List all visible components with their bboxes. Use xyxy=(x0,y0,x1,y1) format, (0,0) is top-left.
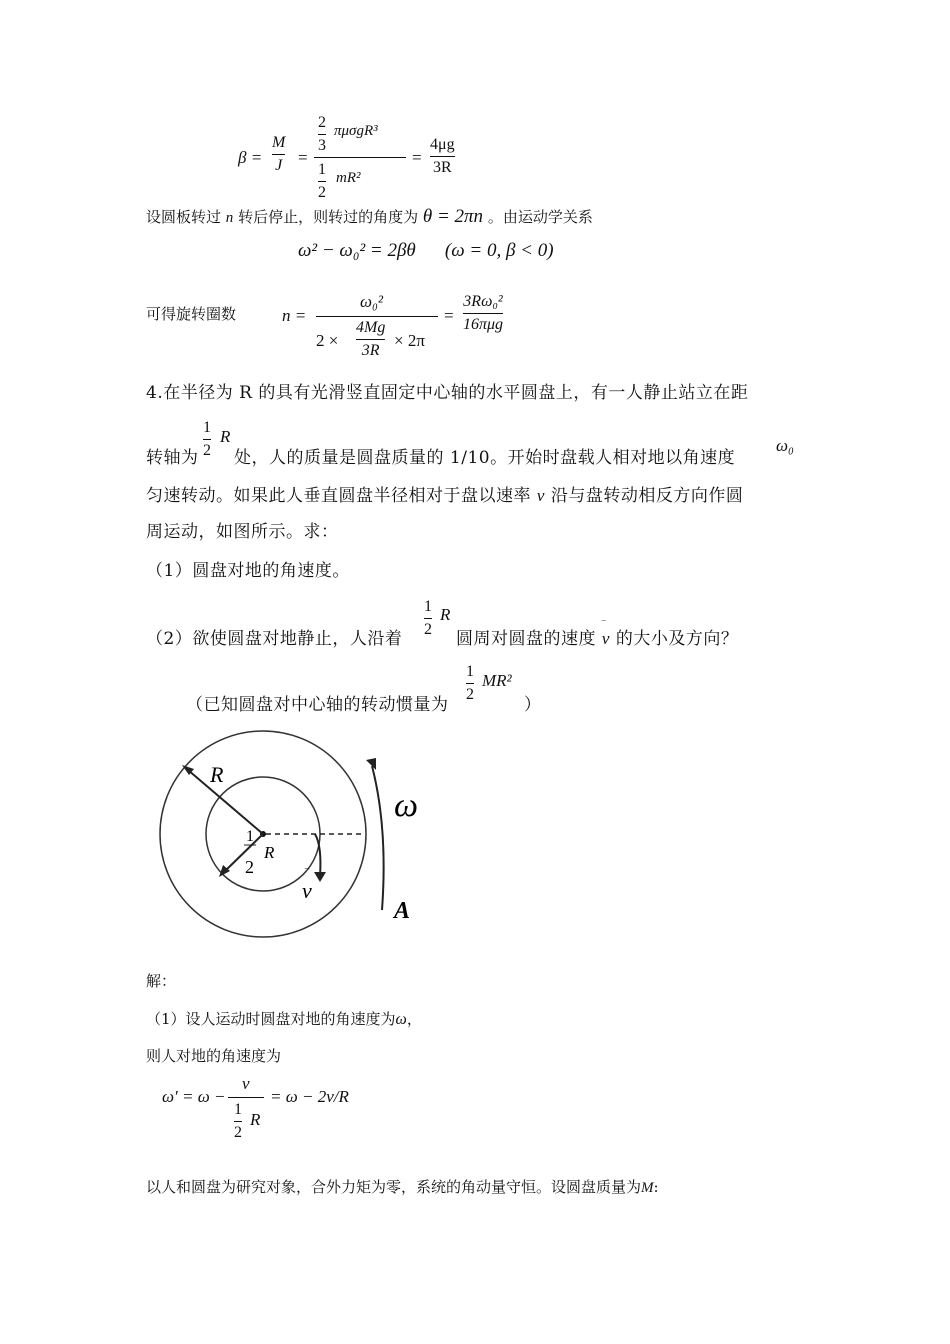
equals-sign: = xyxy=(298,148,308,167)
v-vector-bar: ‾ xyxy=(305,867,309,881)
omega-arrowhead xyxy=(366,758,376,770)
inner-den-rest: mR² xyxy=(336,170,361,186)
beta-lhs: β = xyxy=(238,148,263,167)
inner-num-coef: 2 3 xyxy=(318,114,326,154)
equals-sign-2: = xyxy=(412,148,422,167)
radius-R-line xyxy=(188,770,263,834)
omega0-symbol: ω₀ xyxy=(776,436,794,455)
kinematics-equation: ω² − ω₀² = 2βθ (ω = 0, β < 0) xyxy=(298,240,554,261)
problem4-line2: 转轴为 xyxy=(146,448,199,468)
problem4-line2-rest: 处，人的质量是圆盘质量的 1/10。开始时盘载人相对地以角速度 xyxy=(234,448,736,468)
label-half-R: R xyxy=(264,843,275,862)
label-half-num: 1 xyxy=(246,828,254,845)
disk-figure xyxy=(150,728,440,948)
v-vector: v ‾ xyxy=(601,620,610,648)
note-expression: MR² xyxy=(482,671,512,690)
theta-expression: θ = 2πn xyxy=(422,206,484,227)
problem4-line3: 匀速转动。如果此人垂直圆盘半径相对于盘以速率 v 沿与盘转动相反方向作圆 xyxy=(146,486,744,506)
n-fraction-bar xyxy=(316,316,438,317)
omega-prime-den-fraction: 1 2 xyxy=(234,1101,242,1141)
q2-half-fraction: 1 2 xyxy=(424,598,432,638)
question-2-b: 圆周对圆盘的速度 v ‾ 的大小及方向？ xyxy=(456,620,739,649)
omega-arc xyxy=(372,766,384,910)
label-R: R xyxy=(210,762,224,787)
label-v: v xyxy=(302,878,312,903)
note-fraction: 1 2 xyxy=(466,663,474,703)
note-a: （已知圆盘对中心轴的转动惯量为 xyxy=(186,695,449,715)
n-label: 可得旋转圈数 xyxy=(146,305,237,323)
label-half-den: 2 xyxy=(245,857,254,877)
solution-step3: 以人和圆盘为研究对象，合外力矩为零，系统的角动量守恒。设圆盘质量为M: xyxy=(146,1178,659,1196)
solution-step1: （1）设人运动时圆盘对地的角速度为ω， xyxy=(146,1010,422,1028)
inner-num-rest: πμσgR³ xyxy=(334,123,378,139)
inner-den-coef: 1 2 xyxy=(318,161,326,201)
problem4-line4: 周运动，如图所示。求： xyxy=(146,522,339,542)
compound-fraction-bar xyxy=(314,157,406,158)
question-1: （1）圆盘对地的角速度。 xyxy=(146,561,350,581)
m-over-j-fraction: M J xyxy=(272,134,286,174)
solution-step2: 则人对地的角速度为 xyxy=(146,1047,282,1065)
omega-prime-fraction-bar xyxy=(228,1097,264,1098)
velocity-arrowhead xyxy=(314,872,326,882)
label-A: A xyxy=(394,898,411,924)
n-den-fraction: 4Mg 3R xyxy=(356,319,386,359)
label-omega: ω xyxy=(394,787,419,824)
n-result-fraction: 3Rω₀² 16πμg xyxy=(463,293,504,333)
problem4-line1: 4.在半径为 R 的具有光滑竖直固定中心轴的水平圆盘上，有一人静止站立在距 xyxy=(146,383,749,403)
half-fraction: 1 2 xyxy=(203,419,211,459)
solution-heading: 解： xyxy=(146,972,177,990)
turns-sentence: 设圆板转过 n 转后停止，则转过的角度为 θ = 2πn 。由运动学关系 xyxy=(146,206,593,227)
beta-result-fraction: 4μg 3R xyxy=(430,136,455,176)
radius-half-line xyxy=(224,834,263,872)
question-2-a: （2）欲使圆盘对地静止，人沿着 xyxy=(146,629,403,649)
